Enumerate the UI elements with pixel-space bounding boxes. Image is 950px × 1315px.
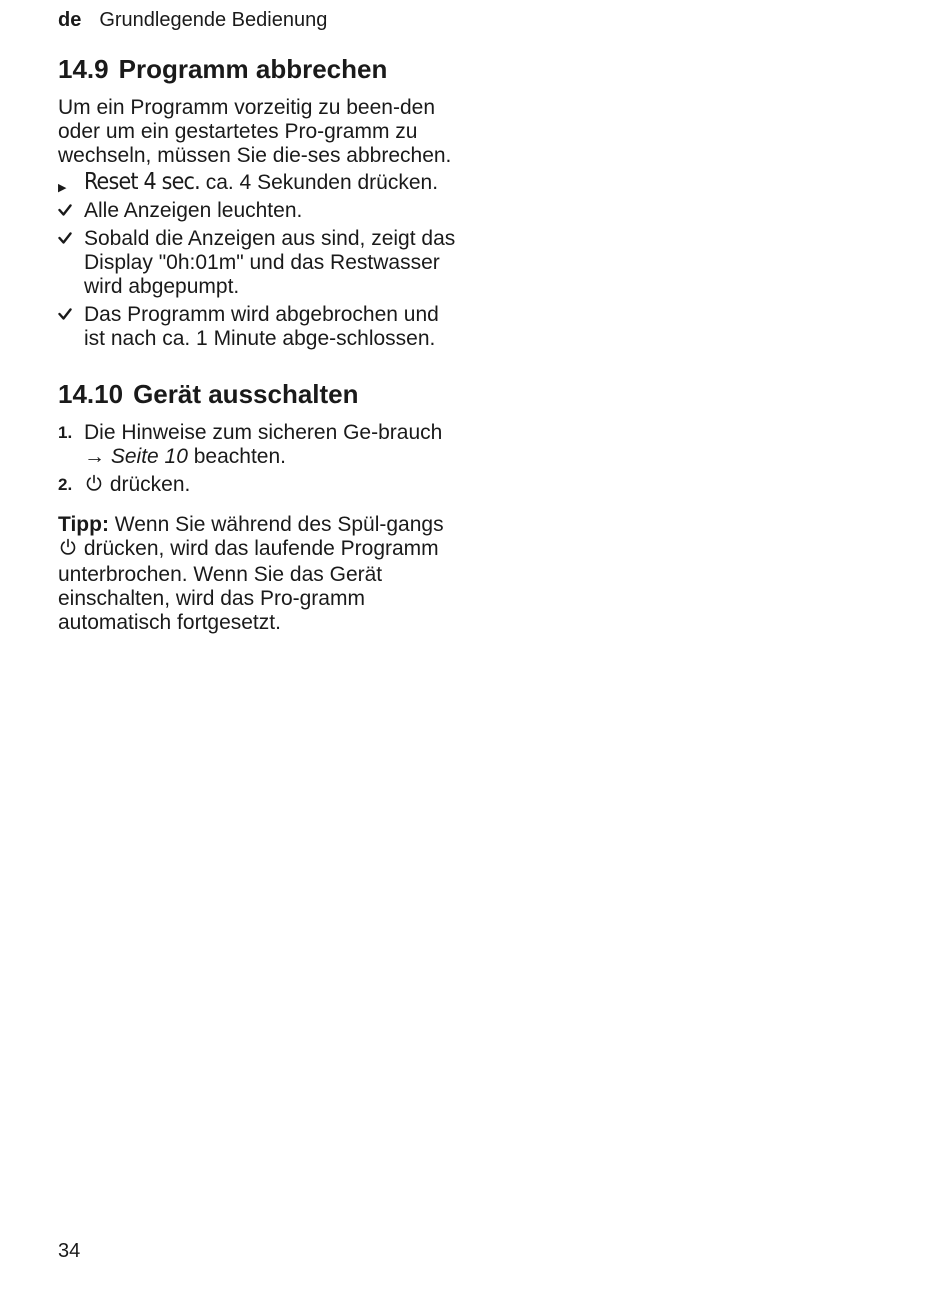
tip-text-end: drücken, wird das laufende Programm unterbrochen. Wenn Sie das Gerät einschalten, wird das Pro-gramm automatisch fortgesetzt. xyxy=(58,537,439,634)
step-number: 2. xyxy=(58,475,73,494)
result-item xyxy=(58,227,458,299)
result-item xyxy=(58,303,458,351)
checkmark-icon xyxy=(58,303,78,327)
tip-paragraph xyxy=(58,513,458,635)
page-header xyxy=(58,8,327,32)
result-text: Alle Anzeigen leuchten. xyxy=(84,199,303,222)
section-heading-cancel-program xyxy=(58,52,458,86)
section-title: Programm abbrechen xyxy=(118,54,388,84)
result-text: Sobald die Anzeigen aus sind, zeigt das Display "0h:01m" und das Restwasser wird abgepumpt. xyxy=(84,227,456,298)
action-text: ca. 4 Sekunden drücken. xyxy=(199,171,439,194)
intro-paragraph: Um ein Programm vorzeitig zu been-den oder um ein gestartetes Pro-gramm zu wechseln, müssen Sie die-ses abbrechen. xyxy=(58,96,452,167)
step-text: drücken. xyxy=(104,473,191,496)
page-reference-link[interactable]: Seite 10 xyxy=(110,445,188,468)
result-item xyxy=(58,199,458,223)
arrow-right-icon: → xyxy=(84,445,105,468)
numbered-step xyxy=(58,473,458,499)
instruction-list xyxy=(58,170,458,351)
triangle-bullet-icon: ▶ xyxy=(58,182,67,194)
checkmark-icon xyxy=(58,227,78,251)
power-icon xyxy=(58,537,78,563)
section-heading-switch-off xyxy=(58,377,458,411)
section-title: Gerät ausschalten xyxy=(133,379,359,409)
tip-label: Tipp: xyxy=(58,513,109,536)
step-text: Die Hinweise zum sicheren Ge-brauch xyxy=(84,421,443,444)
checkmark-icon xyxy=(58,199,78,223)
content-column xyxy=(58,52,458,635)
tip-text: Wenn Sie während des Spül-gangs xyxy=(108,513,444,536)
numbered-step xyxy=(58,421,458,469)
page-number: 34 xyxy=(58,1240,81,1262)
chapter-title: Grundlegende Bedienung xyxy=(99,9,328,31)
section-number: 14.9 xyxy=(58,54,109,84)
power-icon xyxy=(84,473,104,499)
step-number: 1. xyxy=(58,423,73,442)
language-code: de xyxy=(58,9,82,31)
step-text-end: beachten. xyxy=(187,445,286,468)
section-number: 14.10 xyxy=(58,379,124,409)
reset-key-label: Reset 4 sec. xyxy=(84,169,200,195)
result-text: Das Programm wird abgebrochen und ist nach ca. 1 Minute abge-schlossen. xyxy=(84,303,439,350)
numbered-steps xyxy=(58,421,458,499)
action-step xyxy=(58,170,458,195)
